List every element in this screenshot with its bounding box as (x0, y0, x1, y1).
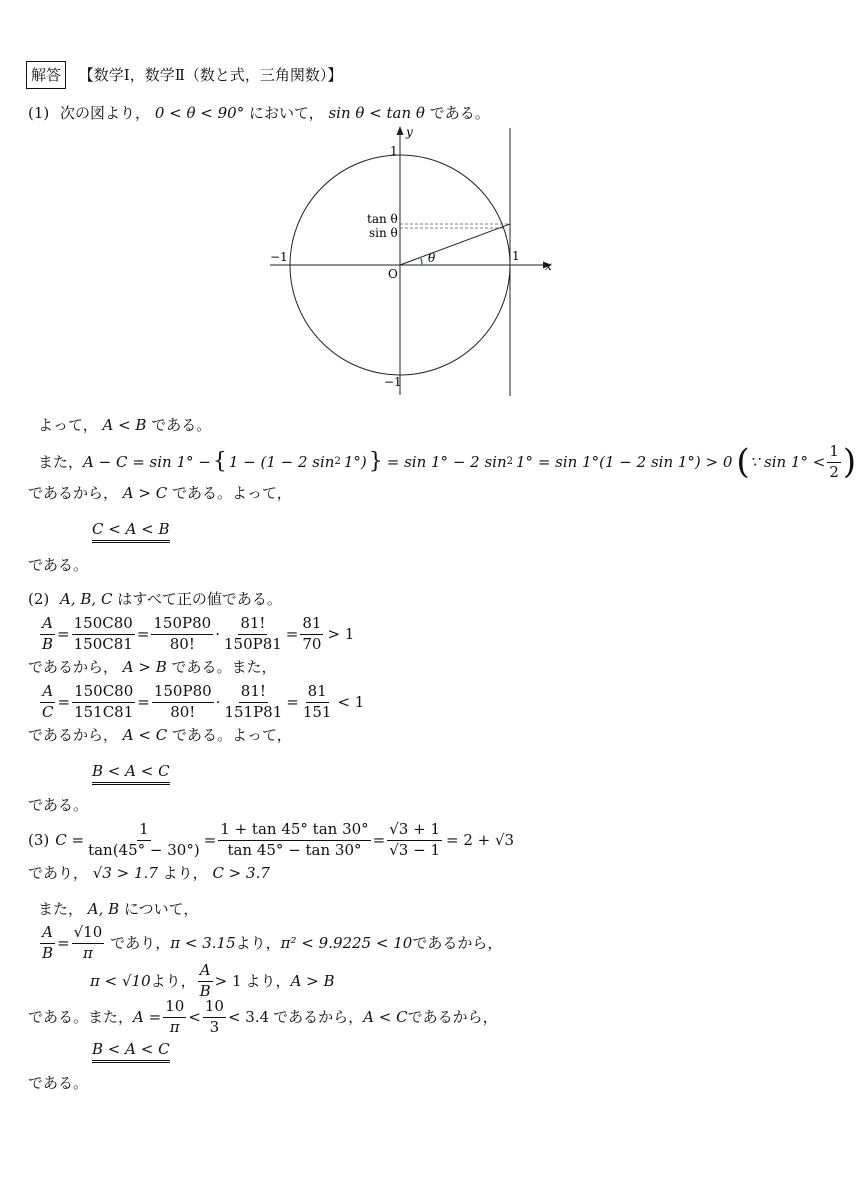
frac (72, 614, 135, 654)
radius-line (400, 224, 510, 265)
answer: B < A < C (92, 762, 170, 785)
den: 150P81 (223, 634, 282, 653)
math: 1°) (343, 452, 367, 471)
den: tan(45° − 30°) (88, 840, 200, 859)
text: であるから， (28, 658, 119, 676)
math: π < 3.15 (170, 933, 236, 952)
lt: < (188, 1007, 201, 1026)
part1-intro (28, 106, 490, 121)
text: よって， (38, 416, 98, 434)
math: A < C (363, 1007, 408, 1026)
math: = 2 + √3 (446, 830, 515, 849)
part3-line2 (38, 902, 198, 917)
text: である。また， (28, 1007, 134, 1026)
text: であるから， (273, 1007, 364, 1026)
part1-line1 (38, 418, 211, 433)
eq: = (137, 692, 150, 711)
frac (203, 997, 226, 1037)
right-paren: ) (842, 442, 856, 482)
fig-minus-one-bottom: −1 (384, 375, 402, 389)
text: について， (123, 900, 199, 918)
num: 81 (300, 614, 323, 634)
den: B (42, 634, 54, 653)
fig-one-top: 1 (390, 144, 398, 158)
frac (72, 923, 105, 963)
math: A > B (290, 971, 335, 990)
part2-eq1 (38, 612, 354, 656)
part3-eq (28, 816, 514, 864)
den: 2 (829, 462, 839, 481)
sup: 2 (506, 456, 514, 467)
text: であり， (28, 864, 89, 882)
num: A (40, 614, 55, 634)
text: より， (235, 933, 281, 952)
math: ∵ sin 1° < (749, 452, 826, 471)
part1-line2 (38, 440, 856, 484)
frac (301, 682, 334, 722)
text: である。よって， (172, 726, 292, 744)
right-brace: } (368, 449, 383, 474)
eq: = (57, 692, 71, 711)
den: C (42, 702, 54, 721)
eq: = (57, 933, 70, 952)
text: であるから， (28, 484, 119, 502)
fig-theta-label: θ (428, 251, 436, 265)
num: √10 (72, 923, 105, 943)
math: 1° = sin 1°(1 − 2 sin 1°) > 0 (516, 452, 733, 471)
half-fraction (827, 442, 841, 482)
den: π (169, 1017, 180, 1036)
part1-inequality: sin θ < tan θ (328, 104, 425, 122)
text: より， (150, 971, 196, 990)
text: また， (38, 452, 84, 471)
y-axis-arrow (397, 126, 404, 135)
part3-line4 (28, 994, 498, 1040)
part2-end: である。 (28, 796, 89, 814)
part1-intro-text-b: において， (248, 104, 324, 122)
text: また， (38, 900, 84, 918)
subject-title: 【数学Ⅰ，数学Ⅱ（数と式，三角関数）】 (78, 66, 343, 84)
num: 150C80 (72, 682, 135, 702)
part1-intro-text-c: である。 (429, 104, 490, 122)
math: A < B (102, 416, 147, 434)
part2-line1 (28, 660, 277, 675)
part3-line1 (28, 866, 270, 881)
math: π < √10 (90, 971, 151, 990)
answer: C < A < B (92, 520, 170, 543)
math: > 1 (214, 971, 242, 990)
part2-answer (92, 764, 170, 779)
dot: · (215, 624, 220, 643)
fig-minus-one-left: −1 (270, 250, 288, 264)
den: 151C81 (74, 702, 134, 721)
frac (152, 682, 214, 722)
math: A − C = sin 1° − (83, 452, 211, 471)
text: である。また， (171, 658, 277, 676)
num: 1 (827, 442, 841, 462)
frac (218, 820, 370, 860)
answer-header (26, 68, 342, 83)
den: 151 (302, 702, 332, 721)
fig-origin: O (388, 267, 398, 281)
answer-badge: 解答 (26, 61, 66, 89)
eq: = (372, 830, 386, 849)
num: 150C80 (72, 614, 135, 634)
den: tan 45° − tan 30° (227, 840, 362, 859)
frac (40, 923, 55, 963)
num: 1 (137, 820, 151, 840)
den: 80! (170, 702, 196, 721)
part3-end: である。 (28, 1074, 89, 1092)
math: A > C (122, 484, 168, 502)
math: > 1 (327, 624, 355, 643)
math: < 3.4 (227, 1007, 270, 1026)
part2-number: (2) (28, 590, 50, 608)
num: 81 (306, 682, 329, 702)
math: = sin 1° − 2 sin (386, 452, 507, 471)
num: A (40, 682, 55, 702)
text: であるから， (407, 1007, 498, 1026)
eq: = (203, 830, 217, 849)
math: C > 3.7 (212, 864, 270, 882)
fig-y-label: y (406, 125, 413, 139)
dot: · (215, 692, 221, 711)
text: である。 (151, 416, 212, 434)
num: 81! (238, 614, 267, 634)
part2-line2 (28, 728, 292, 743)
eq: = (136, 624, 150, 643)
frac (151, 614, 213, 654)
den: 70 (302, 634, 322, 653)
text: であるから， (28, 726, 119, 744)
part2-eq2 (38, 680, 364, 724)
frac (300, 614, 323, 654)
part3-number: (3) (28, 830, 50, 849)
den: √3 − 1 (389, 840, 440, 859)
text: であるから， (412, 933, 503, 952)
frac (387, 820, 442, 860)
eq: = (285, 624, 299, 643)
num: 10 (163, 997, 186, 1017)
num: 150P80 (152, 682, 214, 702)
frac (163, 997, 186, 1037)
text: より， (245, 971, 291, 990)
answer: B < A < C (92, 1040, 170, 1063)
fig-sin-label: sin θ (369, 226, 398, 240)
eq: = (57, 624, 70, 643)
num: A (40, 923, 55, 943)
den: 150C81 (73, 634, 133, 653)
math: C = (55, 830, 85, 849)
frac (222, 614, 284, 654)
frac (86, 820, 202, 860)
den: 80! (169, 634, 195, 653)
fig-tan-label: tan θ (367, 212, 398, 226)
math: < 1 (337, 692, 365, 711)
math: A > B (122, 658, 167, 676)
num: A (198, 961, 213, 981)
frac (40, 682, 55, 722)
frac (72, 682, 135, 722)
theta-arc (421, 257, 422, 265)
part1-answer (92, 522, 170, 537)
den: π (83, 943, 93, 962)
den: 151P81 (224, 702, 283, 721)
unit-circle-figure (262, 120, 562, 402)
den: B (42, 943, 54, 962)
fig-one-right: 1 (512, 249, 520, 263)
part3-answer (92, 1042, 170, 1057)
math: √3 > 1.7 (92, 864, 158, 882)
math: π² < 9.9225 < 10 (280, 933, 413, 952)
sup: 2 (334, 456, 341, 467)
math: 1 − (1 − 2 sin (228, 452, 335, 471)
num: 10 (203, 997, 226, 1017)
text: はすべて正の値である。 (117, 590, 282, 608)
num: 150P80 (151, 614, 213, 634)
math: A, B, C (60, 590, 113, 608)
math: A, B (87, 900, 120, 918)
frac (222, 682, 284, 722)
text: である。よって， (172, 484, 292, 502)
math: A < C (122, 726, 168, 744)
fig-x-label: x (545, 259, 552, 273)
num: 1 + tan 45° tan 30° (218, 820, 370, 840)
text: であり， (110, 933, 171, 952)
left-paren: ( (736, 442, 750, 482)
part1-number: (1) (28, 104, 50, 122)
part1-intro-text-a: 次の図より， (60, 104, 151, 122)
den: 3 (209, 1017, 220, 1036)
part1-line3 (28, 486, 292, 501)
part1-end: である。 (28, 556, 89, 574)
math: A = (133, 1007, 162, 1026)
part2-intro (28, 592, 282, 607)
left-brace: { (212, 449, 227, 474)
part1-condition: 0 < θ < 90° (154, 104, 245, 122)
num: 81! (239, 682, 268, 702)
eq: = (286, 692, 299, 711)
den: B (199, 981, 211, 1000)
frac (40, 614, 55, 654)
text: より， (162, 864, 208, 882)
num: √3 + 1 (387, 820, 442, 840)
